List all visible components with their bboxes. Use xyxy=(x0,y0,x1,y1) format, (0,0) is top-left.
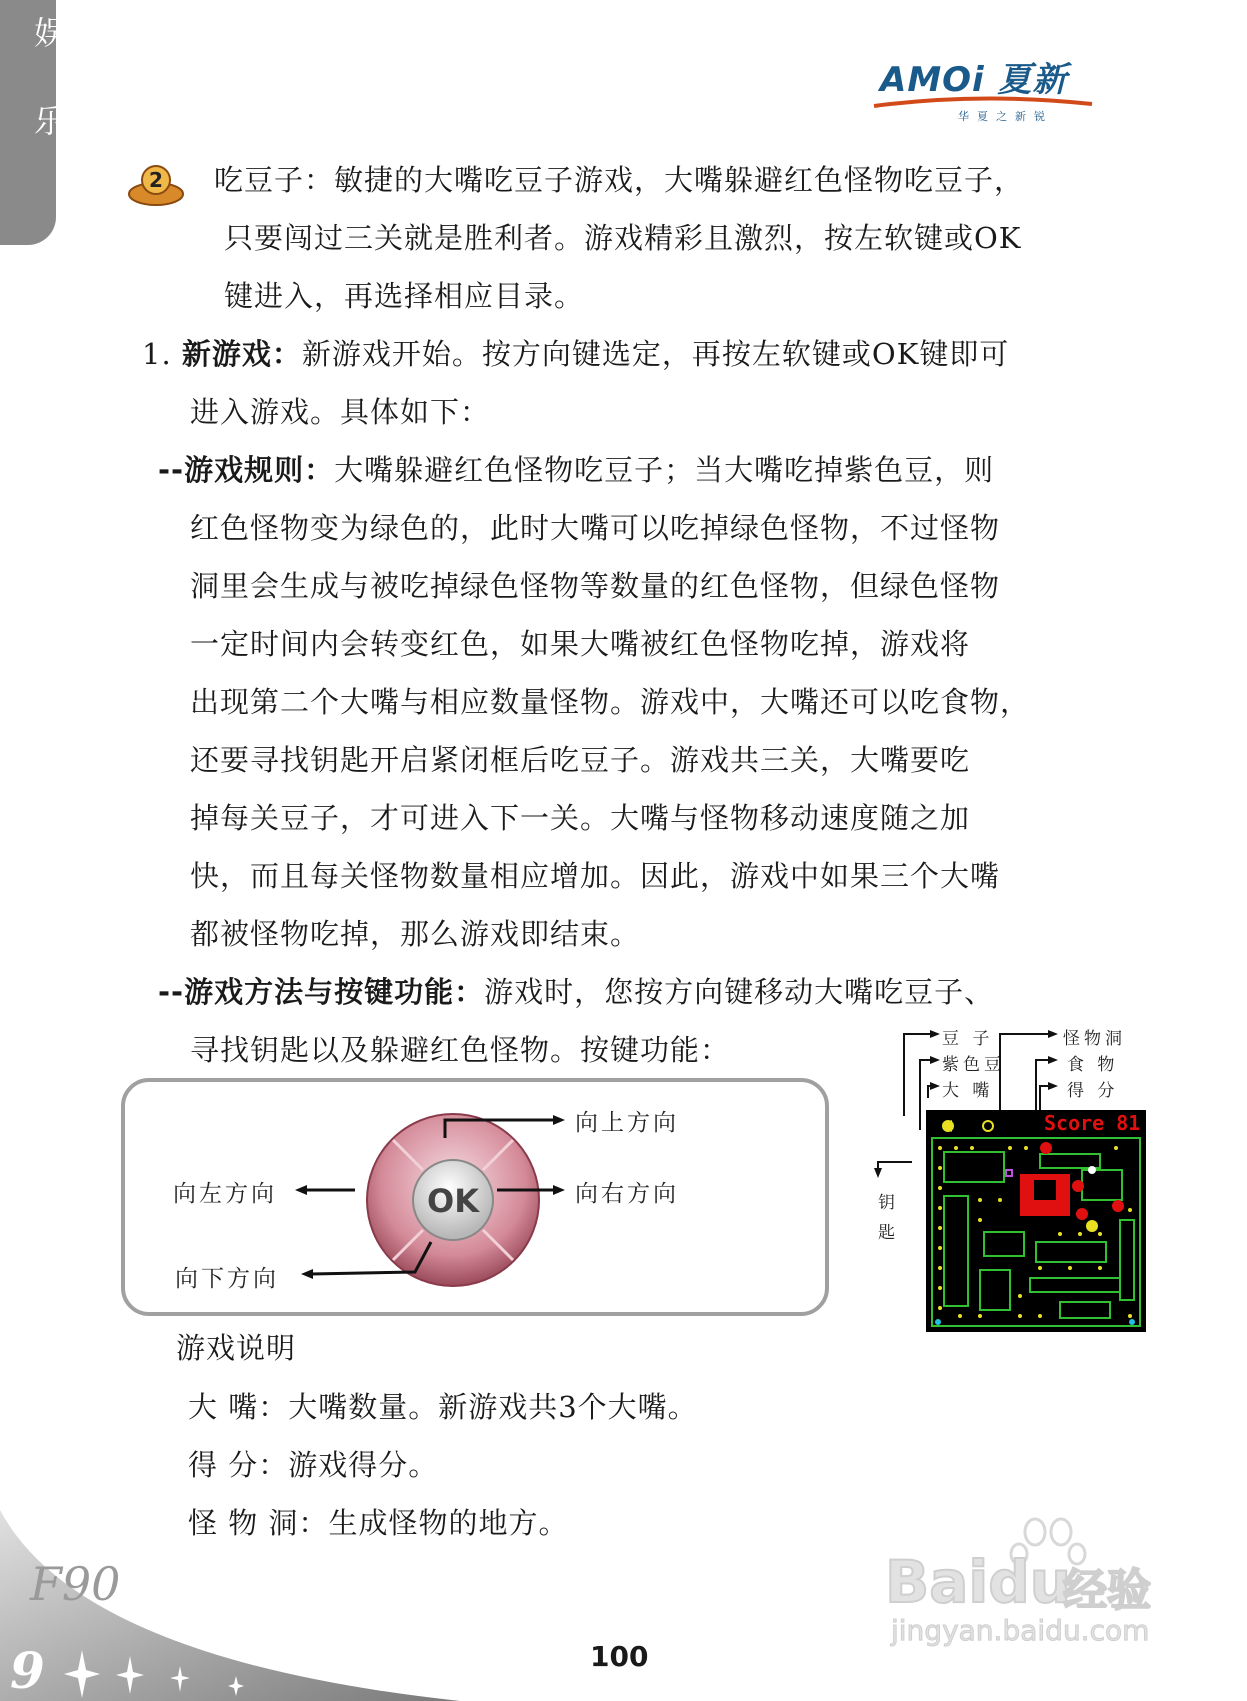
model-name: F90 xyxy=(30,1557,121,1611)
new-game-text: 新游戏开始。按方向键选定，再按左软键或OK键即可 xyxy=(301,337,1010,371)
description-title: 游戏说明 xyxy=(176,1331,297,1365)
key-down-label: 向下方向 xyxy=(175,1266,279,1292)
rules-line: 红色怪物变为绿色的，此时大嘴可以吃掉绿色怪物，不过怪物 xyxy=(190,511,1001,545)
watermark-brand-cn: 经验 xyxy=(1063,1565,1151,1616)
footer-swirl-icon: 9 xyxy=(10,1641,45,1700)
key-diagram xyxy=(121,1078,829,1316)
label-food: 食 物 xyxy=(1067,1055,1119,1075)
label-key-2: 匙 xyxy=(878,1223,899,1243)
description-term: 得 分： xyxy=(188,1448,289,1482)
logo-slogan: 华夏之新锐 xyxy=(958,110,1053,123)
label-purple-bean: 紫色豆 xyxy=(942,1055,1005,1075)
watermark-brand: Baidu xyxy=(885,1548,1072,1616)
description-text: 游戏得分。 xyxy=(288,1448,439,1482)
description-text: 大嘴数量。新游戏共3个大嘴。 xyxy=(288,1390,698,1424)
brand-logo xyxy=(870,52,1100,130)
description-item xyxy=(188,1443,438,1484)
key-right-label: 向右方向 xyxy=(575,1181,679,1207)
intro-line-1: 吃豆子：敏捷的大嘴吃豆子游戏，大嘴躲避红色怪物吃豆子， xyxy=(214,163,1025,197)
page-number: 100 xyxy=(590,1640,649,1673)
tab-char-1: 娱 xyxy=(34,14,67,52)
tab-char-2: 乐 xyxy=(34,102,67,140)
list-number: 1. xyxy=(142,337,172,371)
rules-line: 一定时间内会转变红色，如果大嘴被红色怪物吃掉，游戏将 xyxy=(190,627,971,661)
new-game-line-2: 进入游戏。具体如下： xyxy=(190,395,491,429)
rules-line: 还要寻找钥匙开启紧闭框后吃豆子。游戏共三关，大嘴要吃 xyxy=(190,743,971,777)
label-mouth: 大 嘴 xyxy=(942,1081,994,1101)
method-text: 游戏时，您按方向键移动大嘴吃豆子、 xyxy=(484,975,995,1009)
rules-line: 快，而且每关怪物数量相应增加。因此，游戏中如果三个大嘴 xyxy=(190,859,1001,893)
rules-line: 出现第二个大嘴与相应数量怪物。游戏中，大嘴还可以吃食物， xyxy=(190,685,1031,719)
footer-decoration xyxy=(0,1510,460,1701)
description-text: 生成怪物的地方。 xyxy=(328,1506,569,1540)
rules-line: 洞里会生成与被吃掉绿色怪物等数量的红色怪物，但绿色怪物 xyxy=(190,569,1001,603)
key-up-label: 向上方向 xyxy=(575,1110,679,1136)
label-monster-hole: 怪物洞 xyxy=(1063,1029,1126,1049)
game-screenshot xyxy=(860,1020,1160,1340)
label-score: 得 分 xyxy=(1067,1081,1119,1101)
label-key-1: 钥 xyxy=(878,1193,899,1213)
intro-line-2: 只要闯过三关就是胜利者。游戏精彩且激烈，按左软键或OK xyxy=(224,221,1022,255)
method-title: --游戏方法与按键功能： xyxy=(158,975,485,1009)
rules-line: 掉每关豆子，才可进入下一关。大嘴与怪物移动速度随之加 xyxy=(190,801,971,835)
section-tab xyxy=(0,0,67,245)
rules-text: 大嘴躲避红色怪物吃豆子；当大嘴吃掉紫色豆，则 xyxy=(334,453,995,487)
badge-number: 2 xyxy=(149,168,163,192)
rules-line-1 xyxy=(158,450,994,490)
new-game-line-1 xyxy=(142,334,1009,374)
method-line-1 xyxy=(158,972,994,1012)
rules-title: --游戏规则： xyxy=(158,453,335,487)
rules-line: 都被怪物吃掉，那么游戏即结束。 xyxy=(190,917,641,951)
number-badge-icon xyxy=(126,160,186,208)
watermark-url: jingyan.baidu.com xyxy=(891,1614,1150,1647)
description-term: 大 嘴： xyxy=(188,1390,289,1424)
callout-arrows xyxy=(860,1020,1160,1340)
watermark xyxy=(885,1510,1185,1660)
ok-key-label: OK xyxy=(427,1182,479,1220)
intro-line-3: 键进入，再选择相应目录。 xyxy=(224,279,585,313)
description-term: 怪 物 洞： xyxy=(188,1506,329,1540)
key-left-label: 向左方向 xyxy=(173,1181,277,1207)
label-beans: 豆 子 xyxy=(942,1029,994,1049)
new-game-title: 新游戏： xyxy=(181,337,302,371)
method-line-2: 寻找钥匙以及躲避红色怪物。按键功能： xyxy=(190,1033,731,1067)
description-item xyxy=(188,1385,698,1426)
logo-text: AMOi 夏新 xyxy=(880,60,1068,100)
score-display: Score 81 xyxy=(1044,1111,1141,1135)
